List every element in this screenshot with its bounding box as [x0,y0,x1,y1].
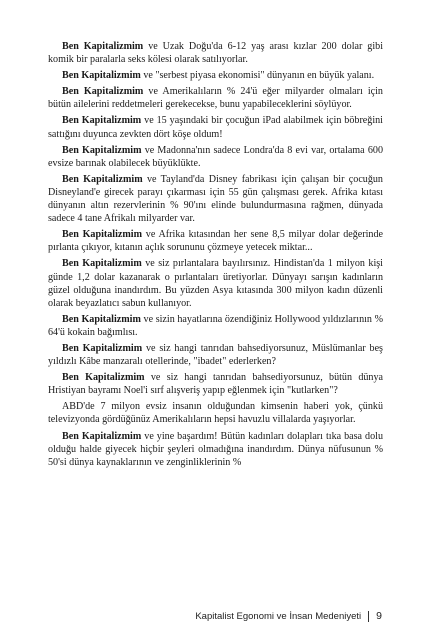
paragraph-lead: Ben Kapitalizmim [62,229,143,241]
paragraph-8 [48,257,383,309]
paragraph-text: ve "serbest piyasa ekonomisi" dünyanın en büyük yalanı. [140,70,375,82]
paragraph-text: ve Tayland'da Disney fabrikası için çalışan bir çocuğun Disneyland'e girecek parayı çıkarması için 55 gün çalışması gerek. Afrika kıtası dünyanın altın rezervlerinin % 90'ını elinde bulundurmasına rağmen, dünyada sadece 4 tane Afrikalı milyarder var. [48,173,383,225]
paragraph-text: ve siz hangi tanrıdan bahsediyorsunuz, bütün dünya Hristiyan bayramı Noel'i sırf alışveriş yapıp eğlenmek için "kutlarken"? [48,372,383,397]
paragraph-lead: Ben Kapitalizmim [62,115,142,127]
paragraph-text: ve yine başardım! Bütün kadınları dolapları tıka basa dolu olduğu halde giyecek hiçbir şeyleri olmadığına inandırdım. Dünya nüfusunun % 50'si dünya kaynaklarının ve zenginliklerinin % [48,430,383,468]
page-number: 9 [376,610,382,622]
paragraph-6 [48,173,383,225]
paragraph-12 [48,400,383,426]
paragraph-lead: Ben Kapitalizmim [62,86,144,98]
paragraph-text: ve Uzak Doğu'da 6-12 yaş arası kızlar 200 dolar gibi komik bir paralarla seks kölesi olarak satılıyorlar. [48,41,383,66]
running-title: Kapitalist Egonomi ve İnsan Medeniyeti [195,610,362,622]
paragraph-7 [48,228,383,254]
paragraph-text: ve Madonna'nın sadece Londra'da 8 evi var, ortalama 600 evsize barınak olabilecek büyüklükte. [48,144,383,169]
paragraph-lead: Ben Kapitalizmim [62,41,144,52]
paragraph-2 [48,69,383,82]
paragraph-5 [48,144,383,170]
paragraph-text: ve sizin hayatlarına özendiğiniz Hollywood yıldızlarının % 64'ü kokain bağımlısı. [48,313,384,338]
paragraph-11 [48,371,383,397]
page-footer [195,610,382,622]
paragraph-text: ve siz hangi tanrıdan bahsediyorsunuz, Müslümanlar beş yıldızlı Kâbe manzaralı otellerinde, "ibadet" ederlerken? [48,342,383,368]
paragraph-1 [48,40,383,66]
paragraph-text: ve 15 yaşındaki bir çocuğun iPad alabilmek için böbreğini sattığını duyunca zevkten dört köşe oldum! [48,115,383,140]
paragraph-text: ABD'de 7 milyon evsiz insanın olduğundan kimsenin haberi yok, çünkü televizyonda gördüğünüz Amerikalıların hepsi havuzlu villalarda yaşıyorlar. [48,401,383,426]
paragraph-10 [48,342,383,368]
paragraph-lead: Ben Kapitalizmim [62,144,142,156]
paragraph-text: ve Amerikalıların % 24'ü eğer milyarder olmaları için bütün ailelerini reddetmeleri gerekecekse, bunu yapabileceklerini söylüyor. [48,86,383,111]
paragraph-3 [48,85,383,111]
paragraph-lead: Ben Kapitalizmim [62,342,143,354]
paragraph-9 [48,313,383,339]
paragraph-lead: Ben Kapitalizmim [62,173,143,185]
paragraph-4 [48,114,383,140]
footer-divider [368,611,369,622]
page-body [48,40,383,472]
paragraph-lead: Ben Kapitalizmim [62,430,142,442]
paragraph-lead: Ben Kapitalizmim [62,70,141,82]
paragraph-text: ve Afrika kıtasından her sene 8,5 milyar dolar değerinde pırlanta çıkıyor, kıtanın açlık sorununu çözmeye yetecek miktar... [48,229,383,254]
paragraph-lead: Ben Kapitalizmim [62,258,142,270]
paragraph-13 [48,430,383,469]
paragraph-lead: Ben Kapitalizmim [62,313,141,325]
paragraph-text: ve siz pırlantalara bayılırsınız. Hindistan'da 1 milyon kişi günde 1,2 dolar kazanarak o pırlantaları üretiyorlar. Dünyayı sarışın kadınların güzel olduğuna inandırdım. Bu yüzden Asya kıtasında 300 milyon kadın düzenli olarak beyazlatıcı sabun kullanıyor. [48,258,383,309]
paragraph-lead: Ben Kapitalizmim [62,372,145,384]
